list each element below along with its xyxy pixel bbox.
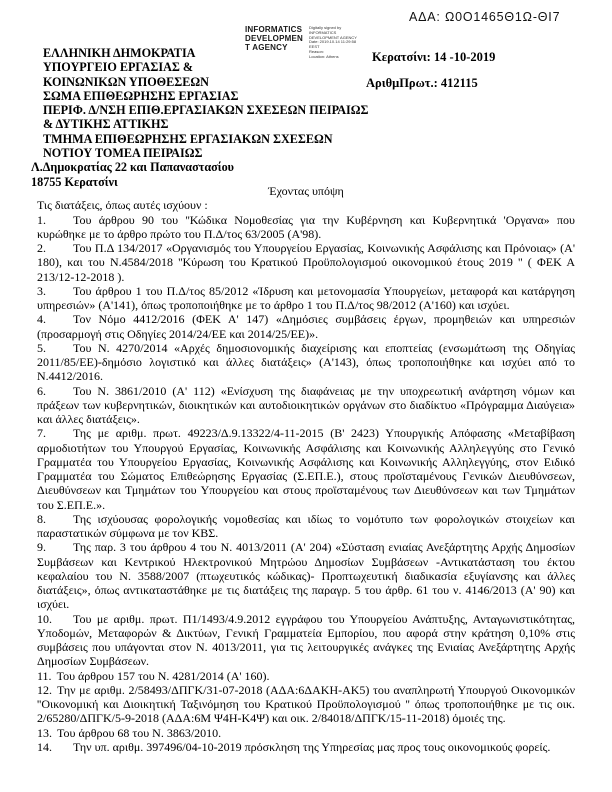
legal-items [37,213,575,755]
item-number: 12. [37,682,52,697]
item-number: 1. [37,212,46,227]
legal-item [37,284,575,313]
item-number: 4. [37,312,46,327]
address-street: Λ.Δημοκρατίας 22 και Παπαναστασίου [31,160,234,175]
item-number: 8. [37,511,46,526]
legal-item [37,341,575,384]
intro-line: Τις διατάξεις, όπως αυτές ισχύουν : [37,198,208,213]
address-city: 18755 Κερατσίνι [31,174,118,189]
legal-item [37,669,575,683]
item-number: 14. [37,739,52,754]
item-number: 7. [37,426,46,441]
item-text: Του Π.Δ 134/2017 «Οργανισμός του Υπουργείου Εργασίας, Κοινωνικής Ασφάλισης και Πρόνοιας» (Α' 180), και του Ν.4584/2018 ''Κύρωση του Κρατικού Προϋπολογισμού οικονομικού έτους 2019 '' ( ΦΕΚ Α 213/12-12-2018 ). [37,241,575,284]
item-number: 13. [37,725,52,740]
org-line: & ΔΥΤΙΚΗΣ ΑΤΤΙΚΗΣ [43,117,169,132]
item-text: Του άρθρου 68 του Ν. 3863/2010. [57,725,222,740]
item-text: Της ισχύουσας φορολογικής νομοθεσίας και ιδίως το νομότυπο των φορολογικών στοιχείων και παραστατικών σύμφωνα με τον ΚΒΣ. [37,511,575,540]
item-number: 9. [37,540,46,555]
item-text: Του άρθρου 157 του Ν. 4281/2014 (Α' 160). [56,668,270,683]
org-line: ΝΟΤΙΟΥ ΤΟΜΕΑ ΠΕΙΡΑΙΩΣ [43,146,203,161]
item-number: 10. [37,611,52,626]
item-number: 11. [37,668,52,683]
item-text: Την υπ. αριθμ. 397496/04-10-2019 πρόσκληση της Υπηρεσίας μας προς τους οικονομικούς φορείς. [73,739,551,754]
ada-code: ΑΔΑ: Ω0Ο1465Θ1Ω-ΘΙ7 [409,10,561,24]
legal-item [37,384,575,427]
place-date: Κερατσίνι: 14 -10-2019 [372,50,496,64]
signature-detail-line: INFORMATICS [309,29,337,35]
protocol-number: ΑριθμΠρωτ.: 412115 [366,76,478,90]
org-lines [31,46,371,160]
legal-item [37,540,575,611]
item-number: 6. [37,383,46,398]
item-text: Του άρθρου 90 του ''Κώδικα Νομοθεσίας για την Κυβέρνηση και Κυβερνητικά 'Οργανα» που κυρώθηκε με το άρθρο πρώτο του Π.Δ/τος 63/2005 (Α'98). [37,212,575,241]
signature-detail-line: Date: 2019.10.14 11:29:58 [309,39,357,45]
item-number: 3. [37,283,46,298]
item-text: Της με αριθμ. πρωτ. 49223/Δ.9.13322/4-11-2015 (Β' 2423) Υπουργικής Απόφασης «Μεταβίβαση αρμοδιοτήτων του Υπουργού Εργασίας, Κοινωνικής Ασφάλισης και Κοινωνικής Αλληλεγγύης στο Γενικό Γραμματέα του Υπουργείου Εργασίας, Κοινωνικής Ασφάλισης και Κοινωνικής Αλληλεγγύης, στον Ειδικό Γραμματέα του Σώματος Επιθεώρησης Εργασίας (Σ.ΕΠ.Ε.), στους προϊσταμένους Γενικών Διευθύνσεων, Διευθύνσεων και Τμημάτων του Υπουργείου και στους προϊσταμένους των Διευθύνσεων και των Τμημάτων του Σ.ΕΠ.Ε.». [37,426,575,512]
item-number: 5. [37,340,46,355]
item-text: Του άρθρου 1 του Π.Δ/τος 85/2012 «Ίδρυση και μετονομασία Υπουργείων, μεταφορά και κατάργηση υπηρεσιών» (Α'141), όπως τροποποιήθηκε με το άρθρο 1 του Π.Δ/τος 98/2012 (Α'160) και ισχύει. [37,283,575,312]
legal-item [37,241,575,284]
legal-item [37,312,575,341]
legal-item [37,512,575,541]
legal-item [37,426,575,512]
item-text: Τον Νόμο 4412/2016 (ΦΕΚ Α' 147) «Δημόσιες συμβάσεις έργων, προμηθειών και υπηρεσιών (προσαρμογή στις Οδηγίες 2014/24/ΕΕ και 2014/25/ΕΕ)». [37,312,575,341]
item-number: 2. [37,241,46,255]
document-body [37,184,575,754]
having-regard-heading: Έχοντας υπόψη [268,184,344,198]
item-text: Του Ν. 3861/2010 (Α' 112) «Ενίσχυση της διαφάνειας με την υποχρεωτική ανάρτηση νόμων και πράξεων των κυβερνητικών, διοικητικών και αυτοδιοικητικών οργάνων στο διαδίκτυο «Πρόγραμμα Διαύγεια» και άλλες διατάξεις». [37,383,575,426]
legal-item [37,726,575,740]
signature-detail-line: Digitally signed by [309,25,342,30]
legal-item [37,740,575,754]
signature-detail-line: EEST [309,44,320,50]
issuing-authority-block [31,46,371,189]
signature-detail-line: Reason: [309,48,324,54]
org-line: ΕΛΛΗΝΙΚΗ ΔΗΜΟΚΡΑΤΙΑ [43,46,196,60]
org-line: ΤΜΗΜΑ ΕΠΙΘΕΩΡΗΣΗΣ ΕΡΓΑΣΙΑΚΩΝ ΣΧΕΣΕΩΝ [43,131,333,146]
legal-item [37,612,575,669]
item-text: Την με αριθμ. 2/58493/ΔΠΓΚ/31-07-2018 (ΑΔΑ:6ΔΑΚΗ-ΑΚ5) του αναπληρωτή Υπουργού Οικονομικών ''Οικονομική και Διοικητική Ταξινόμηση του Κρατικού Προϋπολογισμού '' όπως τροποποιήθηκε με τις οικ. 2/65280/ΔΠΓΚ/5-9-2018 (ΑΔΑ:6Μ Ψ4Η-Κ4Ψ) και οικ. 2/84018/ΔΠΓΚ/15-11-2018) όμοιές της. [37,682,575,726]
signature-detail-line: DEVELOPMENT AGENCY [309,34,357,40]
item-text: Του με αριθμ. πρωτ. Π1/1493/4.9.2012 εγγράφου του Υπουργείου Ανάπτυξης, Ανταγωνιστικότητας, Υποδομών, Μεταφορών & Δικτύων, Γενική Γραμματεία Εμπορίου, που αφορά στην κράτηση 0,10% στις συμβάσεις που υπάγονται στον Ν. 4013/2011, για τις λειτουργικές ανάγκες της Ενιαίας Ανεξάρτητης Αρχής Δημοσίων Συμβάσεων. [37,611,575,669]
org-line: ΣΩΜΑ ΕΠΙΘΕΩΡΗΣΗΣ ΕΡΓΑΣΙΑΣ [43,88,239,103]
org-line: ΚΟΙΝΩΝΙΚΩΝ ΥΠΟΘΕΣΕΩΝ [43,74,209,89]
legal-item [37,213,575,242]
item-text: Του Ν. 4270/2014 «Αρχές δημοσιονομικής διαχείρισης και εποπτείας (ενσωμάτωση της Οδηγίας 2011/85/ΕΕ)-δημόσιο λογιστικό και άλλες διατάξεις» (Α'143), όπως τροποποιήθηκε και ισχύει από το Ν.4412/2016. [37,340,575,384]
signature-agency-name: INFORMATICS DEVELOPMENT AGENCY [245,25,304,52]
legal-item [37,683,575,726]
org-line: ΥΠΟΥΡΓΕΙΟ ΕΡΓΑΣΙΑΣ & [43,60,194,75]
org-line: ΠΕΡΙΦ. Δ/ΝΣΗ ΕΠΙΘ.ΕΡΓΑΣΙΑΚΩΝ ΣΧΕΣΕΩΝ ΠΕΙΡΑΙΩΣ [43,103,369,118]
signature-detail-line: Location: Athens [309,53,339,59]
item-text: Της παρ. 3 του άρθρου 4 του Ν. 4013/2011 (Α' 204) «Σύσταση ενιαίας Ανεξάρτητης Αρχής Δημοσίων Συμβάσεων και Κεντρικού Ηλεκτρονικού Μητρώου Δημοσίων Συμβάσεων -Αντικατάσταση του έκτου κεφαλαίου του Ν. 3588/2007 (πτωχευτικός κώδικας)- Προπτωχευτική διαδικασία εξυγίανσης και άλλες διατάξεις», όπως αντικαταστάθηκε με τις διατάξεις της παραγρ. 5 του άρθρ. 61 του ν. 4146/2013 (Α' 90) και ισχύει. [37,540,575,612]
